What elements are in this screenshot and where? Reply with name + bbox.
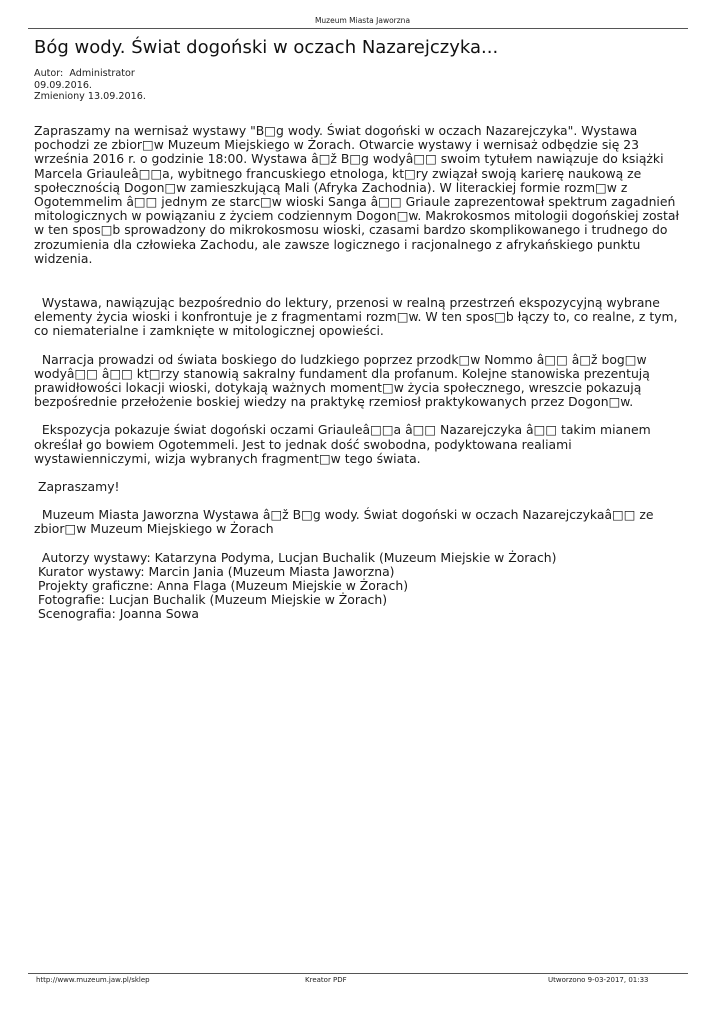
article-author: Autor: Administrator — [34, 68, 135, 79]
credit-authors: Autorzy wystawy: Katarzyna Podyma, Lucjan Buchalik (Muzeum Miejskie w Żorach) — [34, 549, 557, 565]
article-paragraph-source: Muzeum Miasta Jaworzna Wystawa â□ž B□g wody. Świat dogoński w oczach Nazarejczykaâ□□ ze zbior□w Muzeum Miejskiego w Żorach — [34, 507, 658, 537]
credit-graphic-design: Projekty graficzne: Anna Flaga (Muzeum Miejskie w Żorach) — [34, 578, 409, 594]
credit-curator: Kurator wystawy: Marcin Jania (Muzeum Miasta Jaworzna) — [34, 563, 395, 579]
article-body — [34, 124, 689, 622]
article-meta — [34, 68, 146, 103]
article-date-published: 09.09.2016. — [34, 79, 92, 91]
footer-url: http://www.muzeum.jaw.pl/sklep — [36, 976, 150, 984]
article-paragraph-narration: Narracja prowadzi od świata boskiego do ludzkiego poprzez przodk□w Nommo â□□ â□ž bog□w wodyâ□□ â□□ kt□rzy stanowią sakralny fundament dla profanum. Kolejne stanowiska prezentują prawidłowości lokacji wioski, dotykają ważnych moment□w życia społecznego, wreszcie pokazują bezpośrednie przełożenie boskiej wiedzy na praktykę rzemiosł praktykowanych przez Dogon□w. — [34, 351, 654, 410]
article-paragraph-invitation: Zapraszamy! — [34, 479, 120, 495]
article-paragraph-exhibition: Wystawa, nawiązując bezpośrednio do lektury, przenosi w realną przestrzeń ekspozycyjną wybrane elementy życia wioski i konfrontuje je z fragmentami rozm□w. W ten spos□b łączy to, co realne, z tym, co niematerialne i zamknięte w mitologicznej opowieści. — [34, 295, 682, 339]
credit-scenography: Scenografia: Joanna Sowa — [34, 606, 199, 622]
footer-divider — [28, 973, 688, 974]
footer-created-date: Utworzono 9-03-2017, 01:33 — [548, 976, 649, 984]
credit-photography: Fotografie: Lucjan Buchalik (Muzeum Miejskie w Żorach) — [34, 592, 388, 608]
article-title: Bóg wody. Świat dogoński w oczach Nazarejczyka... — [34, 37, 499, 58]
page-footer — [0, 976, 725, 988]
header-divider — [28, 28, 688, 29]
page-header-site-name: Muzeum Miasta Jaworzna — [314, 16, 411, 25]
article-paragraph-exposition: Ekspozycja pokazuje świat dogoński oczami Griauleâ□□a â□□ Nazarejczyka â□□ takim mianem określał go bowiem Ogotemmeli. Jest to jednak dość swobodna, podyktowana realiami wystawienniczymi, wizja wybranych fragment□w tego świata. — [34, 422, 655, 466]
footer-generator: Kreator PDF — [305, 976, 347, 984]
article-date-modified: Zmieniony 13.09.2016. — [34, 91, 146, 102]
article-credits — [34, 551, 689, 622]
article-paragraph-intro: Zapraszamy na wernisaż wystawy "B□g wody. Świat dogoński w oczach Nazarejczyka". Wystawa pochodzi ze zbior□w Muzeum Miejskiego w Żorach. Otwarcie wystawy i wernisaż odbędzie się 23 września 2016 r. o godzinie 18:00. Wystawa â□ž B□g wodyâ□□ swoim tytułem nawiązuje do książki Marcela Griauleâ□□a, wybitnego francuskiego etnologa, kt□ry związał swoją karierę naukową ze społecznością Dogon□w zamieszkującą Mali (Afryka Zachodnia). W literackiej formie rozm□w z Ogotemmelim â□□ jednym ze starc□w wioski Sanga â□□ Griaule zaprezentował spektrum zagadnień mitologicznych w powiązaniu z życiem codziennym Dogon□w. Makrokosmos mitologii dogońskiej został w ten spos□b sprowadzony do mikrokosmosu wioski, czasami bardzo skomplikowanego i trudnego do zrozumienia dla człowieka Zachodu, ale zawsze logicznego i racjonalnego z afrykańskiego punktu widzenia. — [34, 123, 679, 266]
